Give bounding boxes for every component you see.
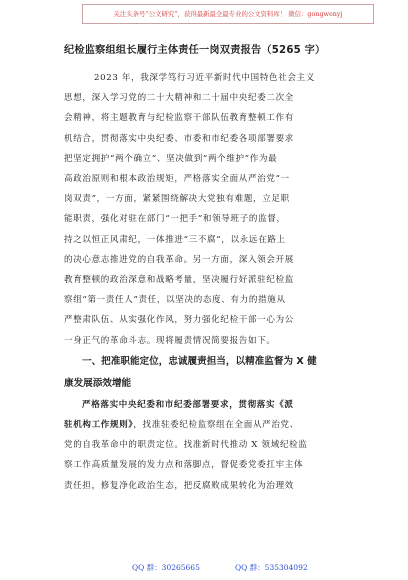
section-heading: 一、把准职能定位，忠诚履责担当，以精准监督为 X 健: [82, 355, 317, 367]
qq-group-2: QQ 群：535304092: [235, 563, 308, 572]
paragraph-line: 思想，深入学习党的二十大精神和二十届中央纪委二次全: [64, 93, 295, 104]
paragraph-line: 岗双责”，一方面，紧紧围绕解决大党独有难题，立足职: [64, 194, 290, 205]
paragraph-line: 察组“第一责任人”责任，以坚决的态度、有力的措施从: [64, 295, 286, 306]
paragraph-line: 察工作高质量发展的发力点和落脚点，督促委党委扛牢主体: [64, 460, 304, 471]
page-title: 纪检监察组组长履行主体责任一岗双责报告（5265 字）: [64, 45, 326, 56]
paragraph-line: [64, 395, 364, 415]
paragraph-line: 能职责，强化对驻在部门“一把手”和领导班子的监督，: [64, 214, 286, 225]
paragraph-line: 会精神，将主题教育与纪检监察干部队伍教育整顿工作有: [64, 113, 295, 124]
document-body: [64, 44, 364, 496]
paragraph-line: 高政治原则和根本政治规矩，严格落实全面从严治党“一: [64, 174, 290, 185]
bold-lead: 严格落实中央纪委和市纪委部署要求，贯彻落实《派: [82, 399, 294, 410]
paragraph-line: 的决心意志推进党的自我革命。另一方面，深入领会开展: [64, 254, 295, 265]
paragraph-line: [64, 415, 364, 435]
paragraph-line: 教育整顿的政治深意和战略考量，坚决履行好派驻纪检监: [64, 275, 295, 286]
section-heading: 康发展添效增能: [64, 377, 132, 389]
paragraph-line: 把坚定拥护“两个确立”、坚决做到“两个维护”作为最: [64, 153, 278, 164]
paragraph-line: 机结合，贯彻落实中央纪委、市委和市纪委各项部署要求: [64, 133, 295, 144]
bold-run: 驻机构工作规则》: [64, 420, 134, 431]
paragraph-line: 持之以恒正风肃纪，一体推进“三不腐”，以永远在路上: [64, 234, 286, 245]
top-banner: 关注头条号“公文研究”，获得最新最全最专业的公文资料库！ 微信：gongwenyj: [82, 4, 374, 24]
paragraph-line: 责任担，修复净化政治生态，把反腐败成果转化为治理效: [64, 480, 295, 491]
paragraph-line: 严整肃队伍、从实强化作风，努力强化纪检干部一心为公: [64, 315, 295, 326]
line-rest: ，找准驻委纪检监察组在全面从严治党、: [133, 420, 299, 431]
paragraph-line: 一身正气的革命斗志。现将履责情况简要报告如下。: [64, 335, 276, 346]
paragraph-line: 党的自我革命中的职责定位。找准新时代推动 X 领域纪检监: [64, 440, 308, 451]
paragraph-line: 2023 年，我深学笃行习近平新时代中国特色社会主义: [94, 73, 316, 83]
qq-group-1: QQ 群：30265665: [132, 563, 200, 572]
